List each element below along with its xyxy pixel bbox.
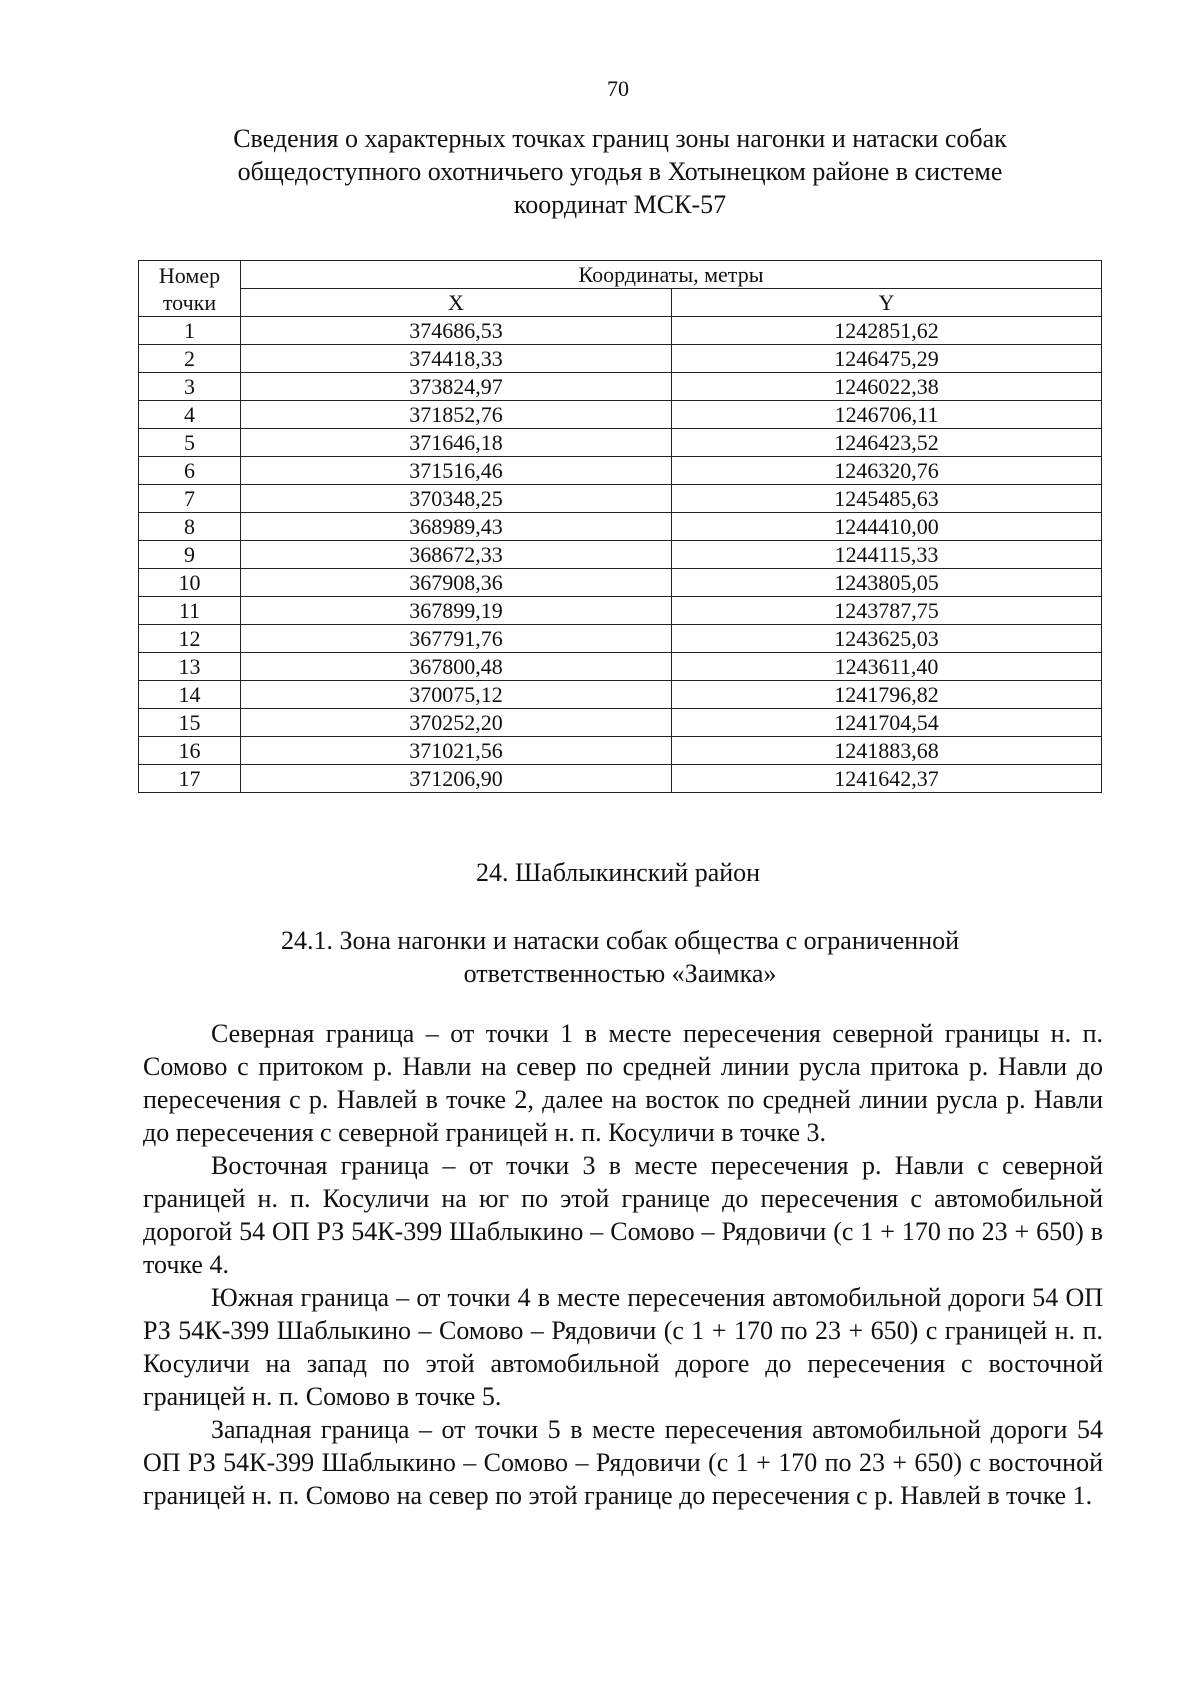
cell-point-number: 16 bbox=[139, 737, 241, 765]
cell-y: 1244115,33 bbox=[672, 541, 1102, 569]
paragraph-west-boundary: Западная граница – от точки 5 в месте пересечения автомобильной дороги 54 ОП РЗ 54К-399 Шаблыкино – Сомово – Рядовичи (с 1 + 170 по 23 + 650) с восточной границей н. п. Сомово на север по этой границе до пересечения с р. Навлей в точке 1. bbox=[143, 1415, 1103, 1510]
cell-point-number: 17 bbox=[139, 765, 241, 793]
header-point-number: Номер точки bbox=[139, 261, 241, 317]
cell-y: 1243611,40 bbox=[672, 653, 1102, 681]
cell-y: 1243805,05 bbox=[672, 569, 1102, 597]
cell-y: 1246320,76 bbox=[672, 457, 1102, 485]
table-row bbox=[139, 625, 1102, 653]
cell-point-number: 15 bbox=[139, 709, 241, 737]
document-title: Сведения о характерных точках границ зоны нагонки и натаски собак общедоступного охотничьего угодья в Хотынецком районе в системе координат МСК-57 bbox=[233, 124, 1007, 219]
header-x: X bbox=[241, 289, 672, 317]
table-row bbox=[139, 597, 1102, 625]
cell-y: 1243625,03 bbox=[672, 625, 1102, 653]
cell-y: 1246475,29 bbox=[672, 345, 1102, 373]
cell-x: 370075,12 bbox=[241, 681, 672, 709]
cell-point-number: 8 bbox=[139, 513, 241, 541]
cell-point-number: 14 bbox=[139, 681, 241, 709]
cell-x: 371852,76 bbox=[241, 401, 672, 429]
cell-x: 367899,19 bbox=[241, 597, 672, 625]
table-row bbox=[139, 653, 1102, 681]
cell-y: 1241704,54 bbox=[672, 709, 1102, 737]
cell-y: 1246423,52 bbox=[672, 429, 1102, 457]
cell-point-number: 5 bbox=[139, 429, 241, 457]
table-row bbox=[139, 485, 1102, 513]
cell-x: 370348,25 bbox=[241, 485, 672, 513]
cell-point-number: 13 bbox=[139, 653, 241, 681]
cell-y: 1244410,00 bbox=[672, 513, 1102, 541]
table-row bbox=[139, 765, 1102, 793]
header-coordinates: Координаты, метры bbox=[241, 261, 1102, 289]
subsection-title: 24.1. Зона нагонки и натаски собак общества с ограниченной ответственностью «Заимка» bbox=[280, 926, 960, 988]
cell-x: 367908,36 bbox=[241, 569, 672, 597]
page-number: 70 bbox=[607, 76, 629, 101]
table-row bbox=[139, 709, 1102, 737]
paragraph-south-boundary: Южная граница – от точки 4 в месте пересечения автомобильной дороги 54 ОП РЗ 54К-399 Шаблыкино – Сомово – Рядовичи (с 1 + 170 по 23 + 650) с границей н. п. Косуличи на запад по этой автомобильной дороге до пересечения с восточной границей н. п. Сомово в точке 5. bbox=[143, 1283, 1103, 1411]
table-row bbox=[139, 569, 1102, 597]
cell-point-number: 1 bbox=[139, 317, 241, 345]
cell-x: 367800,48 bbox=[241, 653, 672, 681]
table-row bbox=[139, 429, 1102, 457]
cell-point-number: 11 bbox=[139, 597, 241, 625]
cell-x: 374418,33 bbox=[241, 345, 672, 373]
cell-y: 1246022,38 bbox=[672, 373, 1102, 401]
cell-y: 1241642,37 bbox=[672, 765, 1102, 793]
cell-y: 1243787,75 bbox=[672, 597, 1102, 625]
table-row bbox=[139, 317, 1102, 345]
cell-x: 371516,46 bbox=[241, 457, 672, 485]
cell-x: 367791,76 bbox=[241, 625, 672, 653]
cell-point-number: 4 bbox=[139, 401, 241, 429]
cell-y: 1242851,62 bbox=[672, 317, 1102, 345]
cell-x: 370252,20 bbox=[241, 709, 672, 737]
table-row bbox=[139, 373, 1102, 401]
table-row bbox=[139, 541, 1102, 569]
paragraph-east-boundary: Восточная граница – от точки 3 в месте пересечения р. Навли с северной границей н. п. Косуличи на юг по этой границе до пересечения с автомобильной дорогой 54 ОП РЗ 54К-399 Шаблыкино – Сомово – Рядовичи (с 1 + 170 по 23 + 650) в точке 4. bbox=[143, 1151, 1103, 1279]
body-text bbox=[143, 1017, 1103, 1512]
cell-point-number: 6 bbox=[139, 457, 241, 485]
section-title: 24. Шаблыкинский район bbox=[475, 858, 761, 887]
cell-x: 368989,43 bbox=[241, 513, 672, 541]
table-row bbox=[139, 401, 1102, 429]
cell-x: 374686,53 bbox=[241, 317, 672, 345]
cell-point-number: 12 bbox=[139, 625, 241, 653]
cell-point-number: 2 bbox=[139, 345, 241, 373]
table-row bbox=[139, 737, 1102, 765]
header-y: Y bbox=[672, 289, 1102, 317]
table-row bbox=[139, 513, 1102, 541]
cell-point-number: 3 bbox=[139, 373, 241, 401]
cell-y: 1246706,11 bbox=[672, 401, 1102, 429]
table-row bbox=[139, 681, 1102, 709]
cell-y: 1245485,63 bbox=[672, 485, 1102, 513]
table-row bbox=[139, 457, 1102, 485]
table-row bbox=[139, 345, 1102, 373]
cell-x: 371206,90 bbox=[241, 765, 672, 793]
cell-point-number: 9 bbox=[139, 541, 241, 569]
cell-y: 1241883,68 bbox=[672, 737, 1102, 765]
cell-x: 373824,97 bbox=[241, 373, 672, 401]
cell-x: 371646,18 bbox=[241, 429, 672, 457]
cell-x: 371021,56 bbox=[241, 737, 672, 765]
cell-y: 1241796,82 bbox=[672, 681, 1102, 709]
cell-x: 368672,33 bbox=[241, 541, 672, 569]
cell-point-number: 7 bbox=[139, 485, 241, 513]
coordinates-table bbox=[138, 260, 1102, 793]
paragraph-north-boundary: Северная граница – от точки 1 в месте пересечения северной границы н. п. Сомово с притоком р. Навли на север по средней линии русла притока р. Навли до пересечения с р. Навлей в точке 2, далее на восток по средней линии русла р. Навли до пересечения с северной границей н. п. Косуличи в точке 3. bbox=[143, 1019, 1103, 1147]
cell-point-number: 10 bbox=[139, 569, 241, 597]
